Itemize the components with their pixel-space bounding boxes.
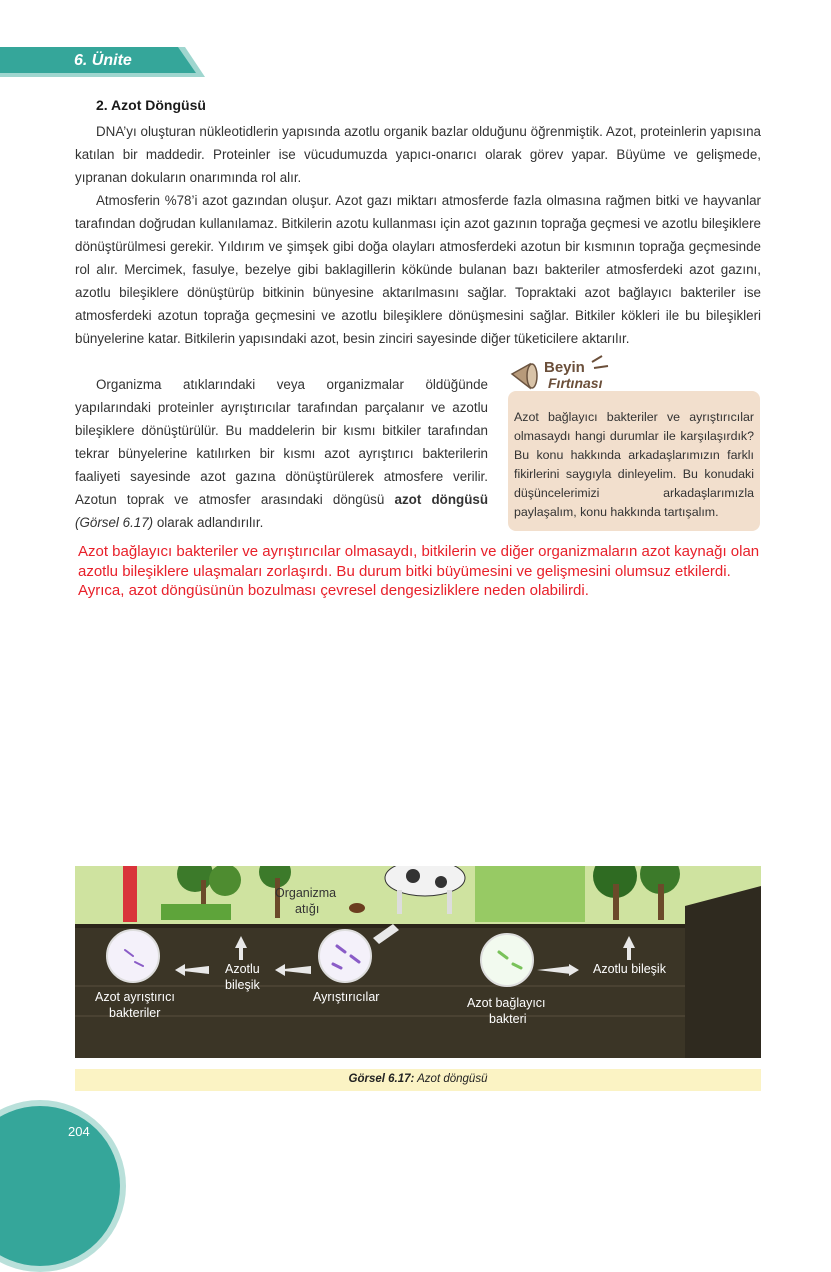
brainstorm-text: Azot bağlayıcı bakteriler ve ayrıştırıcılar olmasaydı hangi durumlar ile karşılaşırdık? Bu konu hakkında arkadaşlarımızın farklı fikirlerini saygıyla dinleyelim. Bu konudaki düşüncelerimizi arkadaşlarımızla paylaşalım, konu hakkında tartışalım. — [514, 410, 754, 519]
brainstorm-title-1: Beyin — [544, 359, 585, 376]
brainstorm-title-2: Fırtınası — [548, 375, 603, 391]
label-decomposer-bacteria-1: Azot ayrıştırıcı — [95, 990, 175, 1004]
page-number: 204 — [68, 1124, 90, 1139]
label-decomposer-bacteria-2: bakteriler — [109, 1006, 161, 1020]
unit-label: 6. Ünite — [74, 52, 132, 69]
nitrogen-cycle-figure — [75, 866, 761, 1058]
label-nitrogen-compound-1: Azotlu — [225, 962, 260, 976]
handwritten-answer: Azot bağlayıcı bakteriler ve ayrıştırıcılar olmasaydı, bitkilerin ve diğer organizmaların azot kaynağı olan azotlu bileşiklere ulaşmaları zorlaşırdı. Bu durum bitki büyümesini ve gelişmesini olumsuz etkilerdi. Ayrıca, azot döngüsünün bozulması çevresel dengesizliklere neden olabilirdi. — [78, 543, 760, 599]
label-decomposers: Ayrıştırıcılar — [313, 990, 380, 1004]
megaphone-icon — [508, 352, 638, 396]
paragraph-3: Organizma atıklarındaki veya organizmalar öldüğünde yapılarındaki proteinler ayrıştırıcılar tarafından parçalanır ve azotlu bileşiklere dönüştürülür. Bu maddelerin bir kısmı bitkiler tarafından tekrar bünyelerine katılırken bir kısmı azot ayrıştırıcı bakterilerin faaliyeti sayesinde azot gazına dönüştürülerek atmosfere verilir. Azotun toprak ve atmosfer arasındaki döngüsü azot döngüsü (Görsel 6.17) olarak adlandırılır. — [75, 377, 489, 530]
label-organism-waste-1: Organizma — [275, 886, 337, 900]
label-fixing-bacteria-1: Azot bağlayıcı — [467, 996, 546, 1010]
label-organism-waste-2: atığı — [295, 902, 320, 916]
label-nitrogen-compound-right: Azotlu bileşik — [593, 962, 666, 976]
section-title: 2. Azot Döngüsü — [96, 97, 206, 113]
figure-caption: Görsel 6.17: Azot döngüsü — [348, 1073, 488, 1085]
paragraph-1: DNA’yı oluşturan nükleotidlerin yapısında azotlu organik bazlar olduğunu öğrenmiştik. Azot, proteinlerin yapısına katılan bir maddedir. Proteinler ise vücudumuzda yapıcı-onarıcı olarak görev yapar. Büyüme ve gelişmede, yıpranan dokuların onarımında rol alır. — [75, 124, 761, 185]
paragraph-2: Atmosferin %78’i azot gazından oluşur. Azot gazı miktarı atmosferde fazla olmasına rağmen bitki ve hayvanlar tarafından doğrudan kullanılamaz. Bitkilerin azotu kullanması için azot gazının toprağa geçmesi ve azotlu bileşiklere dönüştürülmesi gerekir. Yıldırım ve şimşek gibi doğa olayları atmosferdeki azotun bir kısmının toprağa geçmesinde rol alır. Mercimek, fasulye, bezelye gibi baklagillerin kökünde bulanan bazı bakteriler atmosferdeki azot gazını, azotlu bileşiklere dönüştürüp bitkinin bünyesine aktarılmasını sağlar. Topraktaki azot bağlayıcı bakteriler ise atmosferdeki azotun toprağa geçmesini ve azotlu bileşiklere dönüşmesini sağlar. Bitkiler kökleri ile bu bileşikleri bünyelerine katar. Bitkilerin yapısındaki azot, besin zinciri sayesinde diğer tüketicilere aktarılır. — [75, 193, 761, 346]
label-nitrogen-compound-2: bileşik — [225, 978, 260, 992]
label-fixing-bacteria-2: bakteri — [489, 1012, 527, 1026]
